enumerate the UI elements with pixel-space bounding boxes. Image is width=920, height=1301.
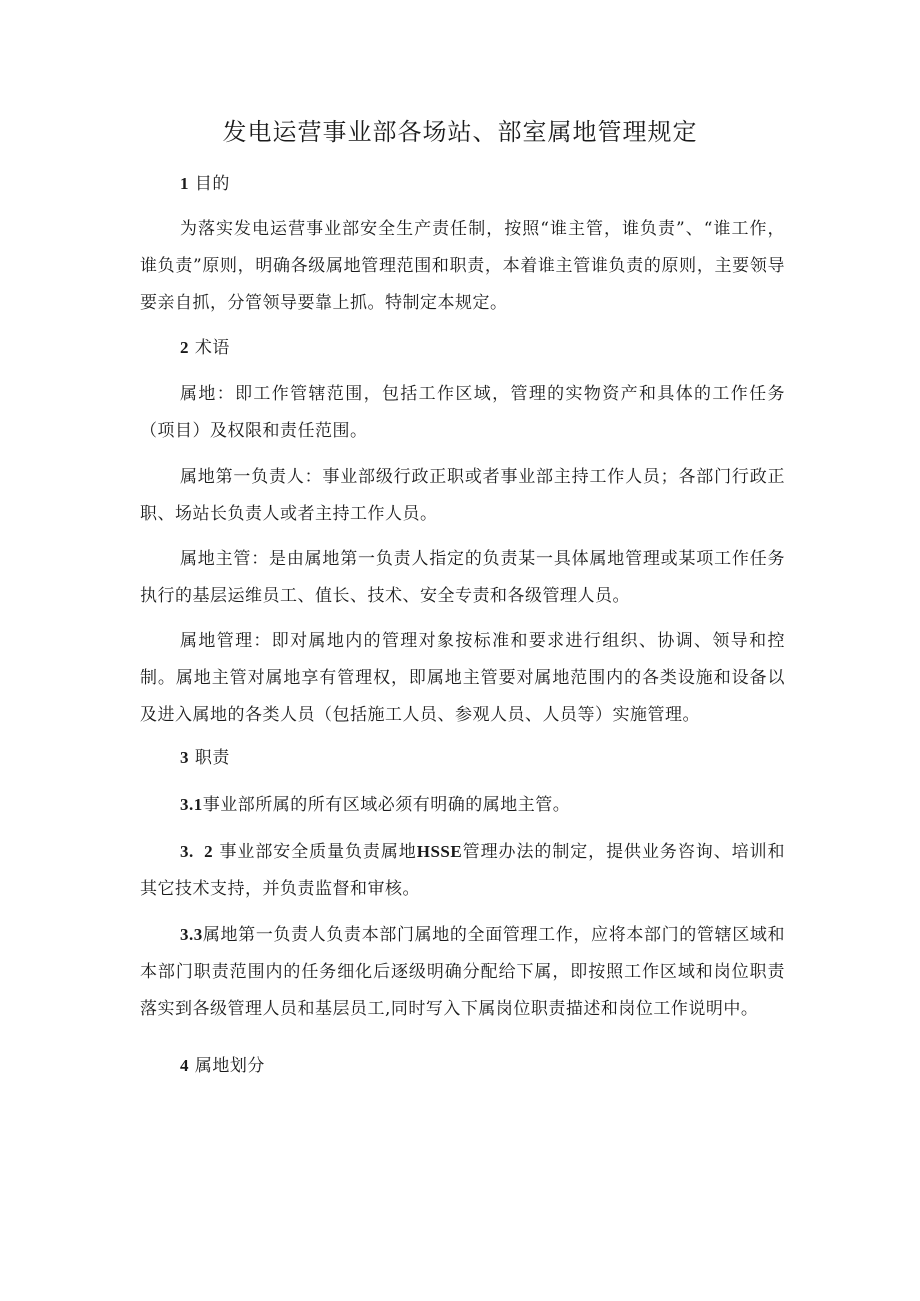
clause-3-2	[140, 833, 785, 908]
section-heading-text: 属地划分	[194, 1056, 265, 1076]
section-number: 3	[180, 748, 189, 767]
clause-text: 事业部安全质量负责属地	[219, 842, 417, 862]
section-number: 1	[180, 174, 189, 193]
document-title: 发电运营事业部各场站、部室属地管理规定	[222, 118, 698, 146]
section-heading-4	[180, 1047, 780, 1085]
section-heading-text: 术语	[194, 338, 230, 358]
clause-text: 事业部所属的所有区域必须有明确的属地主管。	[202, 795, 571, 815]
clause-text: 管理办法的制定，提供业务咨询、培训和其它技术支持，并负责监督和审核。	[140, 842, 786, 899]
clause-number: 3.1	[180, 795, 203, 814]
paragraph-term-first-responsible: 属地第一负责人：事业部级行政正职或者事业部主持工作人员；各部门行政正职、场站长负责人或者主持工作人员。	[140, 467, 785, 524]
paragraph-term-management: 属地管理：即对属地内的管理对象按标准和要求进行组织、协调、领导和控制。属地主管对属地享有管理权，即属地主管要对属地范围内的各类设施和设备以及进入属地的各类人员（包括施工人员、参观人员、人员等）实施管理。	[140, 631, 785, 725]
section-heading-text: 目的	[194, 174, 230, 194]
clause-acronym: HSSE	[416, 842, 463, 861]
section-number: 4	[180, 1056, 189, 1075]
paragraph-term-supervisor: 属地主管：是由属地第一负责人指定的负责某一具体属地管理或某项工作任务执行的基层运维员工、值长、技术、安全专责和各级管理人员。	[140, 549, 785, 606]
clause-text: 属地第一负责人负责本部门属地的全面管理工作，应将本部门的管辖区域和本部门职责范围内的任务细化后逐级明确分配给下属，即按照工作区域和岗位职责落实到各级管理人员和基层员工,同时写入下属岗位职责描述和岗位工作说明中。	[140, 925, 785, 1019]
paragraph-purpose: 为落实发电运营事业部安全生产责任制，按照“谁主管，谁负责”、“谁工作，谁负责”原则，明确各级属地管理范围和职责，本着谁主管谁负责的原则，主要领导要亲自抓，分管领导要靠上抓。特制定本规定。	[140, 219, 785, 313]
clause-number: 3.3	[180, 925, 203, 944]
section-heading-1	[180, 165, 780, 203]
section-heading-text: 职责	[194, 748, 230, 768]
clause-3-3	[140, 916, 785, 1028]
clause-3-1	[140, 786, 785, 824]
section-heading-3	[180, 739, 780, 777]
paragraph-term-territory: 属地：即工作管辖范围，包括工作区域，管理的实物资产和具体的工作任务（项目）及权限和责任范围。	[140, 384, 785, 441]
clause-number: 3. 2	[180, 842, 214, 861]
section-number: 2	[180, 338, 189, 357]
section-heading-2	[180, 329, 780, 367]
